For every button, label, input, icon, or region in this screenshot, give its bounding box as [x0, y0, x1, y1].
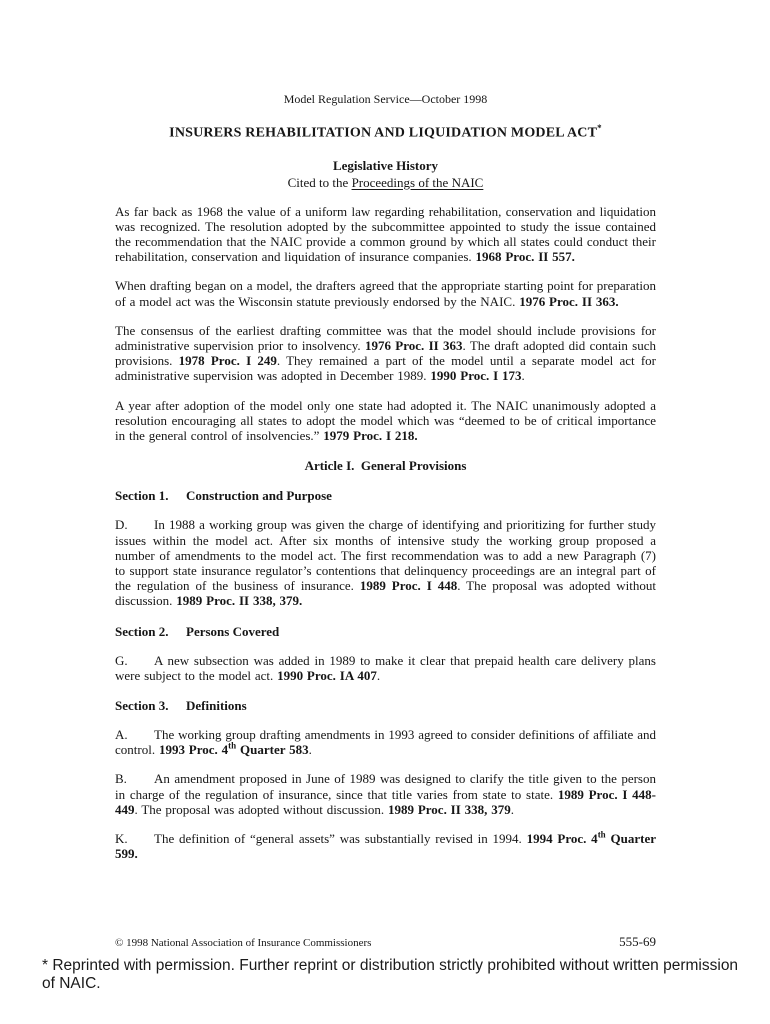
text-segment: Quarter 599.	[115, 830, 656, 862]
text-segment: 1989 Proc. I 448	[359, 578, 458, 594]
paragraph	[115, 278, 656, 308]
page-footer	[115, 934, 656, 950]
text-segment: Quarter 583	[236, 742, 309, 758]
legislative-history-subtitle: Legislative History	[332, 157, 439, 173]
section-label: Section 1.	[115, 488, 169, 504]
section-heading	[115, 698, 656, 713]
section-title: Persons Covered	[186, 623, 280, 639]
text-segment: 1989 Proc. II 338, 379.	[176, 593, 303, 609]
paragraph	[115, 517, 656, 608]
text-segment: .	[376, 667, 381, 683]
text-segment: 1989 Proc. II 338, 379	[387, 801, 511, 817]
text-segment: The consensus of the earliest drafting committee was that the model should include provisions for administrative supervision prior to insolvency.	[115, 322, 656, 354]
paragraph-lead: G.	[115, 652, 128, 668]
text-segment: The definition of “general assets” was substantially revised in 1994.	[154, 830, 527, 846]
section-heading	[115, 624, 656, 639]
text-segment: In 1988 a working group was given the charge of identifying and prioritizing for further study issues within the model act. After six months of intensive study the working group proposed a number of amendments to the model act. The first recommendation was to add a new Paragraph (7) to support state insurance regulator’s contentions that delinquency proceedings are an integral part of the regulation of the business of insurance.	[115, 517, 656, 594]
paragraph-lead: A.	[115, 726, 128, 742]
article-heading: Article I. General Provisions	[304, 458, 467, 474]
text-segment: When drafting began on a model, the drafters agreed that the appropriate starting point for preparation of a model act was the Wisconsin statute previously endorsed by the NAIC.	[115, 278, 656, 309]
page-number: 555-69	[619, 934, 656, 949]
text-segment: 1976 Proc. II 363.	[519, 293, 619, 309]
section-title: Definitions	[186, 697, 247, 713]
paragraph	[115, 653, 656, 683]
text-segment: . They remained a part of the model until a separate model act for administrative supervision was adopted in December 1989.	[115, 353, 656, 384]
text-segment: 1993 Proc. 4	[158, 742, 229, 758]
text-segment: .	[308, 742, 312, 758]
paragraph-lead: B.	[115, 771, 127, 787]
paragraph	[115, 831, 656, 861]
cited-proceedings-link-text: Proceedings of the NAIC	[351, 174, 484, 190]
text-segment: 1976 Proc. II 363	[364, 338, 463, 354]
reprint-disclaimer: * Reprinted with permission. Further reprint or distribution strictly prohibited without written permission of NAIC.	[42, 957, 739, 992]
document-body	[115, 204, 656, 862]
text-segment: An amendment proposed in June of 1989 was designed to clarify the title given to the person in charge of the regulation of insurance, since that title varies from state to state.	[115, 771, 656, 802]
title-asterisk: *	[597, 123, 602, 133]
text-segment: A new subsection was added in 1989 to make it clear that prepaid health care delivery plans were subject to the model act.	[115, 652, 656, 683]
text-segment: 1989 Proc. I 448-449	[115, 786, 657, 817]
document-title	[115, 120, 656, 142]
text-segment: A year after adoption of the model only one state had adopted it. The NAIC unanimously adopted a resolution encouraging all states to adopt the model which was “deemed to be of critical importance in the general control of insolvencies.”	[115, 397, 656, 444]
text-segment: 1994 Proc. 4	[526, 830, 598, 846]
cited-line	[115, 175, 656, 190]
text-segment: 1978 Proc. I 249	[178, 353, 277, 369]
paragraph	[115, 771, 656, 817]
paragraph	[115, 398, 656, 444]
section-heading	[115, 488, 656, 503]
text-segment: As far back as 1968 the value of a uniform law regarding rehabilitation, conservation and liquidation was recognized. The resolution adopted by the subcommittee appointed to study the issue contained the recommendation that the NAIC provide a common ground by which all states could conduct their rehabilitation, conservation and liquidation of insurance companies.	[115, 203, 656, 265]
text-segment: . The proposal was adopted without discussion.	[115, 578, 656, 609]
text-segment: 1968 Proc. II 557.	[475, 249, 575, 265]
cited-prefix: Cited to the	[287, 174, 352, 190]
paragraph	[115, 323, 656, 384]
text-segment: The working group drafting amendments in 1993 agreed to consider definitions of affiliate and control.	[115, 726, 656, 758]
text-segment: 1990 Proc. I 173	[430, 368, 522, 384]
text-segment: .	[521, 368, 525, 384]
paragraph-lead: D.	[115, 517, 128, 533]
section-title: Construction and Purpose	[186, 488, 332, 504]
text-segment: th	[228, 740, 237, 751]
text-segment: . The draft adopted did contain such provisions.	[115, 338, 656, 369]
text-segment: 1990 Proc. IA 407	[277, 667, 377, 683]
text-segment: .	[510, 801, 514, 817]
document-title-text: INSURERS REHABILITATION AND LIQUIDATION MODEL ACT	[169, 125, 598, 141]
text-segment: th	[597, 829, 606, 840]
text-segment: 1979 Proc. I 218.	[323, 428, 418, 444]
paragraph	[115, 727, 656, 757]
section-label: Section 2.	[115, 623, 169, 639]
section-label: Section 3.	[115, 697, 169, 713]
text-segment: . The proposal was adopted without discussion.	[134, 801, 388, 817]
paragraph	[115, 204, 656, 265]
paragraph-lead: K.	[115, 830, 128, 846]
journal-header-line: Model Regulation Service—October 1998	[283, 92, 488, 106]
copyright-notice: © 1998 National Association of Insurance Commissioners	[115, 937, 372, 949]
